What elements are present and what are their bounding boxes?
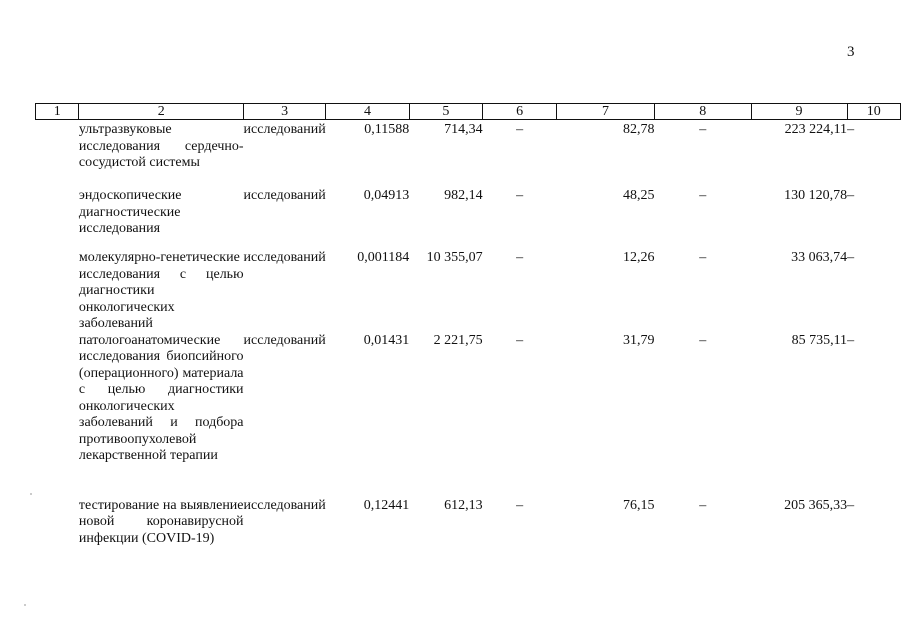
scan-speck [24, 604, 26, 606]
column-header: 7 [557, 104, 655, 120]
dash-cell: – [516, 497, 524, 513]
per-capita-value-cell: 12,26 [622, 250, 655, 265]
dash-cell: – [516, 188, 524, 203]
service-name-cell: тестирование на выявление новой коронавирусной инфекции (COVID-19) [78, 497, 244, 546]
table-row [36, 250, 901, 333]
unit-cell: исследований [243, 188, 326, 203]
dash-cell: – [847, 332, 855, 348]
per-capita-value-cell: 31,79 [622, 332, 655, 348]
norm-value-cell: 0,11588 [364, 122, 410, 137]
total-value-cell: 130 120,78 [784, 188, 848, 203]
unit-cell: исследований [243, 497, 326, 513]
column-header: 1 [36, 104, 79, 120]
dash-cell: – [699, 332, 707, 348]
norm-value-cell: 0,12441 [363, 497, 410, 513]
table-row [36, 188, 901, 250]
dash-cell: – [847, 250, 855, 265]
dash-cell: – [699, 497, 707, 513]
column-header: 6 [483, 104, 557, 120]
unit-cell: исследований [243, 122, 326, 137]
service-name-cell: эндоскопические диагностические исследования [78, 188, 182, 236]
column-header: 8 [654, 104, 751, 120]
total-value-cell: 85 735,11 [791, 332, 848, 348]
dash-cell: – [516, 122, 524, 137]
scan-speck [30, 493, 32, 495]
dash-cell: – [699, 122, 707, 137]
service-name-cell: ультразвуковые исследования сердечно-сосудистой системы [78, 122, 244, 170]
per-capita-value-cell: 82,78 [622, 122, 655, 137]
column-header: 4 [326, 104, 409, 120]
norm-value-cell: 0,04913 [363, 188, 410, 203]
cost-value-cell: 612,13 [444, 497, 483, 513]
service-name-cell: молекулярно-генетические исследования с целью диагностики онкологических заболеваний [78, 250, 244, 331]
cost-value-cell: 982,14 [444, 188, 483, 203]
norm-value-cell: 0,01431 [363, 332, 410, 348]
total-value-cell: 223 224,11 [784, 122, 848, 137]
dash-cell: – [516, 332, 524, 348]
row-number-cell [36, 250, 79, 333]
row-number-cell [36, 120, 79, 189]
total-value-cell: 205 365,33 [784, 497, 848, 513]
dash-cell: – [847, 497, 855, 513]
column-header: 5 [409, 104, 482, 120]
dash-cell: – [847, 122, 855, 137]
per-capita-value-cell: 76,15 [622, 497, 655, 513]
dash-cell: – [516, 250, 524, 265]
column-header: 3 [244, 104, 326, 120]
column-header: 2 [79, 104, 244, 120]
column-number-row [36, 104, 901, 120]
table-row [36, 120, 901, 189]
column-header: 10 [847, 104, 900, 120]
total-value-cell: 33 063,74 [791, 250, 848, 265]
tariff-table [35, 103, 901, 568]
cost-value-cell: 2 221,75 [433, 332, 483, 348]
page-number: 3 [847, 44, 855, 60]
cost-value-cell: 714,34 [444, 122, 483, 137]
norm-value-cell: 0,001184 [357, 250, 410, 265]
unit-cell: исследований [243, 332, 326, 348]
column-header: 9 [751, 104, 847, 120]
service-name-cell: патологоанатомические исследования биопсийного (операционного) материала с целью диагностики онкологических заболеваний и подбора противоопухолевой лекарственной терапии [78, 332, 244, 463]
unit-cell: исследований [243, 250, 326, 265]
row-number-cell [36, 498, 79, 568]
per-capita-value-cell: 48,25 [622, 188, 655, 203]
dash-cell: – [847, 188, 855, 203]
table-row [36, 333, 901, 498]
cost-value-cell: 10 355,07 [426, 250, 483, 265]
table-row [36, 498, 901, 568]
dash-cell: – [699, 250, 707, 265]
dash-cell: – [699, 188, 707, 203]
row-number-cell [36, 333, 79, 498]
row-number-cell [36, 188, 79, 250]
